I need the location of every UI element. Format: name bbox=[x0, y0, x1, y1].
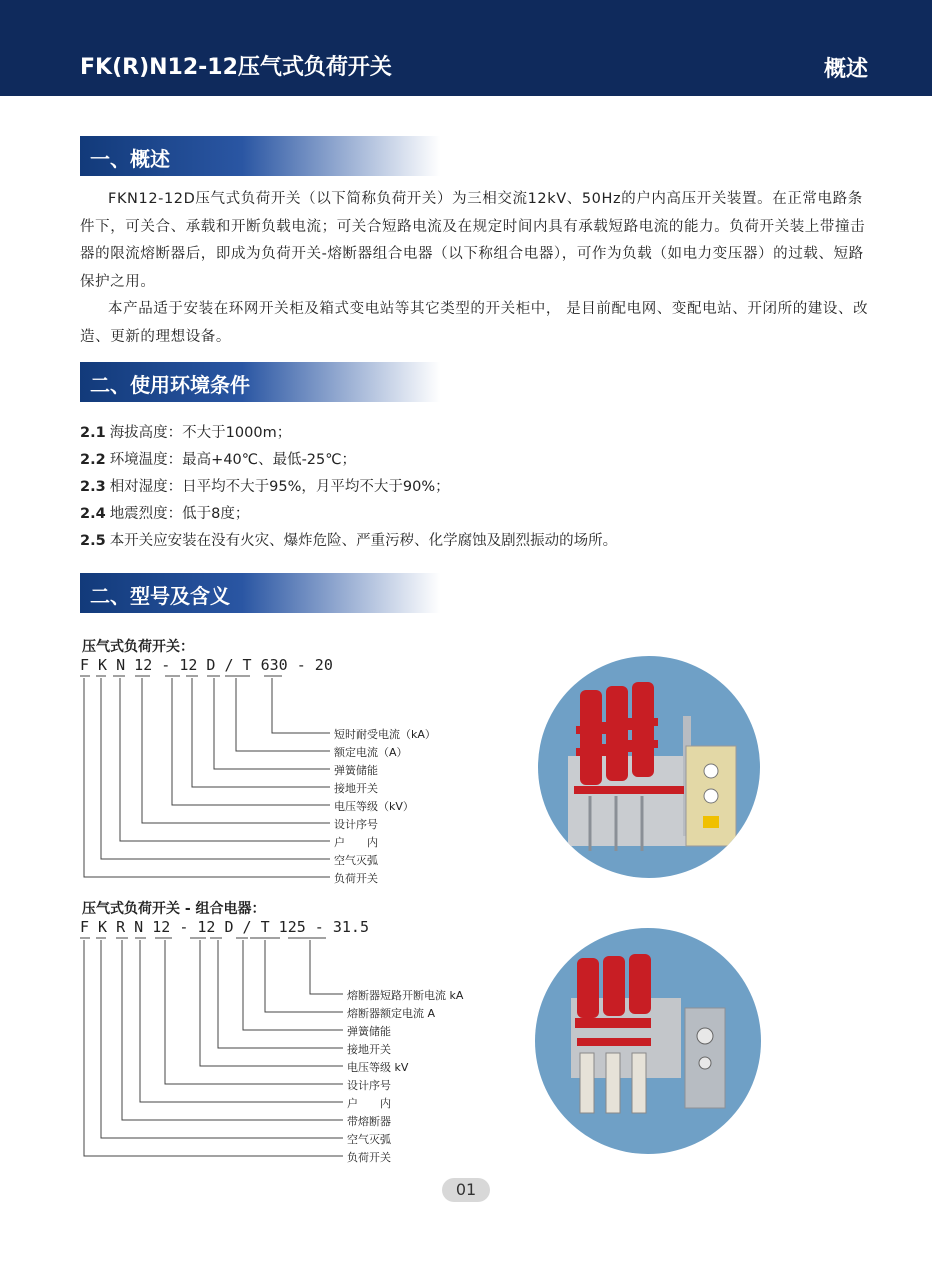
page-title: FK(R)N12-12压气式负荷开关 bbox=[80, 55, 392, 80]
model2-label: 熔断器额定电流 A bbox=[347, 1007, 436, 1020]
model2-label: 负荷开关 bbox=[347, 1151, 391, 1164]
product-photo-fuse-combination bbox=[535, 928, 761, 1154]
overview-paragraph: 本产品适于安装在环网开关柜及箱式变电站等其它类型的开关柜中， 是目前配电网、变配电站、开闭所的建设、改造、更新的理想设备。 bbox=[80, 301, 869, 345]
section-tag: 概述 bbox=[823, 57, 868, 82]
fuse-combination-illustration bbox=[535, 928, 761, 1154]
model1-label: 设计序号 bbox=[334, 818, 378, 831]
model2-label: 电压等级 kV bbox=[347, 1061, 409, 1074]
model1-code: F K N 12 - 12 D / T 630 - 20 bbox=[80, 656, 333, 674]
environment-item: 2.2 环境温度：最高+40℃、最低-25℃； bbox=[80, 452, 357, 468]
model1-label: 电压等级（kV） bbox=[334, 800, 414, 813]
model2-label: 弹簧储能 bbox=[347, 1025, 391, 1038]
section-heading-text: 二、使用环境条件 bbox=[90, 373, 250, 397]
page-number: 01 bbox=[442, 1178, 490, 1202]
model2-label: 设计序号 bbox=[347, 1079, 391, 1092]
model1-title: 压气式负荷开关： bbox=[82, 639, 194, 655]
section-heading-text: 一、概述 bbox=[90, 147, 170, 171]
overview-paragraph: FKN12-12D压气式负荷开关（以下简称负荷开关）为三相交流12kV、50Hz的户内高压开关装置。在正常电路条件下，可关合、承载和开断负载电流；可关合短路电流及在规定时间内具有承载短路电流的能力。负荷开关装上带撞击器的限流熔断器后，即成为负荷开关-熔断器组合电器（以下称组合电器），可作为负载（如电力变压器）的过载、短路保护之用。 bbox=[80, 191, 866, 290]
model2-label: 带熔断器 bbox=[347, 1115, 391, 1128]
environment-item: 2.1 海拔高度：不大于1000m； bbox=[80, 425, 292, 441]
model2-title: 压气式负荷开关 - 组合电器： bbox=[82, 901, 266, 917]
model1-label: 空气灭弧 bbox=[334, 854, 378, 867]
load-switch-illustration bbox=[538, 656, 760, 878]
model2-code: F K R N 12 - 12 D / T 125 - 31.5 bbox=[80, 918, 369, 936]
model1-label: 负荷开关 bbox=[334, 872, 378, 885]
environment-item: 2.5 本开关应安装在没有火灾、爆炸危险、严重污秽、化学腐蚀及剧烈振动的场所。 bbox=[80, 533, 618, 549]
product-photo-load-switch bbox=[538, 656, 760, 878]
model1-label: 接地开关 bbox=[334, 782, 378, 795]
model1-label: 弹簧储能 bbox=[334, 764, 378, 777]
model2-label: 接地开关 bbox=[347, 1043, 391, 1056]
section-heading-text: 二、型号及含义 bbox=[90, 584, 230, 608]
model1-label: 户 内 bbox=[334, 836, 378, 849]
model2-label: 户 内 bbox=[347, 1097, 391, 1110]
model2-label: 空气灭弧 bbox=[347, 1133, 391, 1146]
environment-item: 2.3 相对湿度：日平均不大于95%，月平均不大于90%； bbox=[80, 479, 450, 495]
model1-label: 额定电流（A） bbox=[334, 746, 408, 759]
model1-label: 短时耐受电流（kA） bbox=[334, 728, 436, 741]
model2-label: 熔断器短路开断电流 kA bbox=[347, 989, 464, 1002]
environment-item: 2.4 地震烈度：低于8度； bbox=[80, 506, 250, 522]
